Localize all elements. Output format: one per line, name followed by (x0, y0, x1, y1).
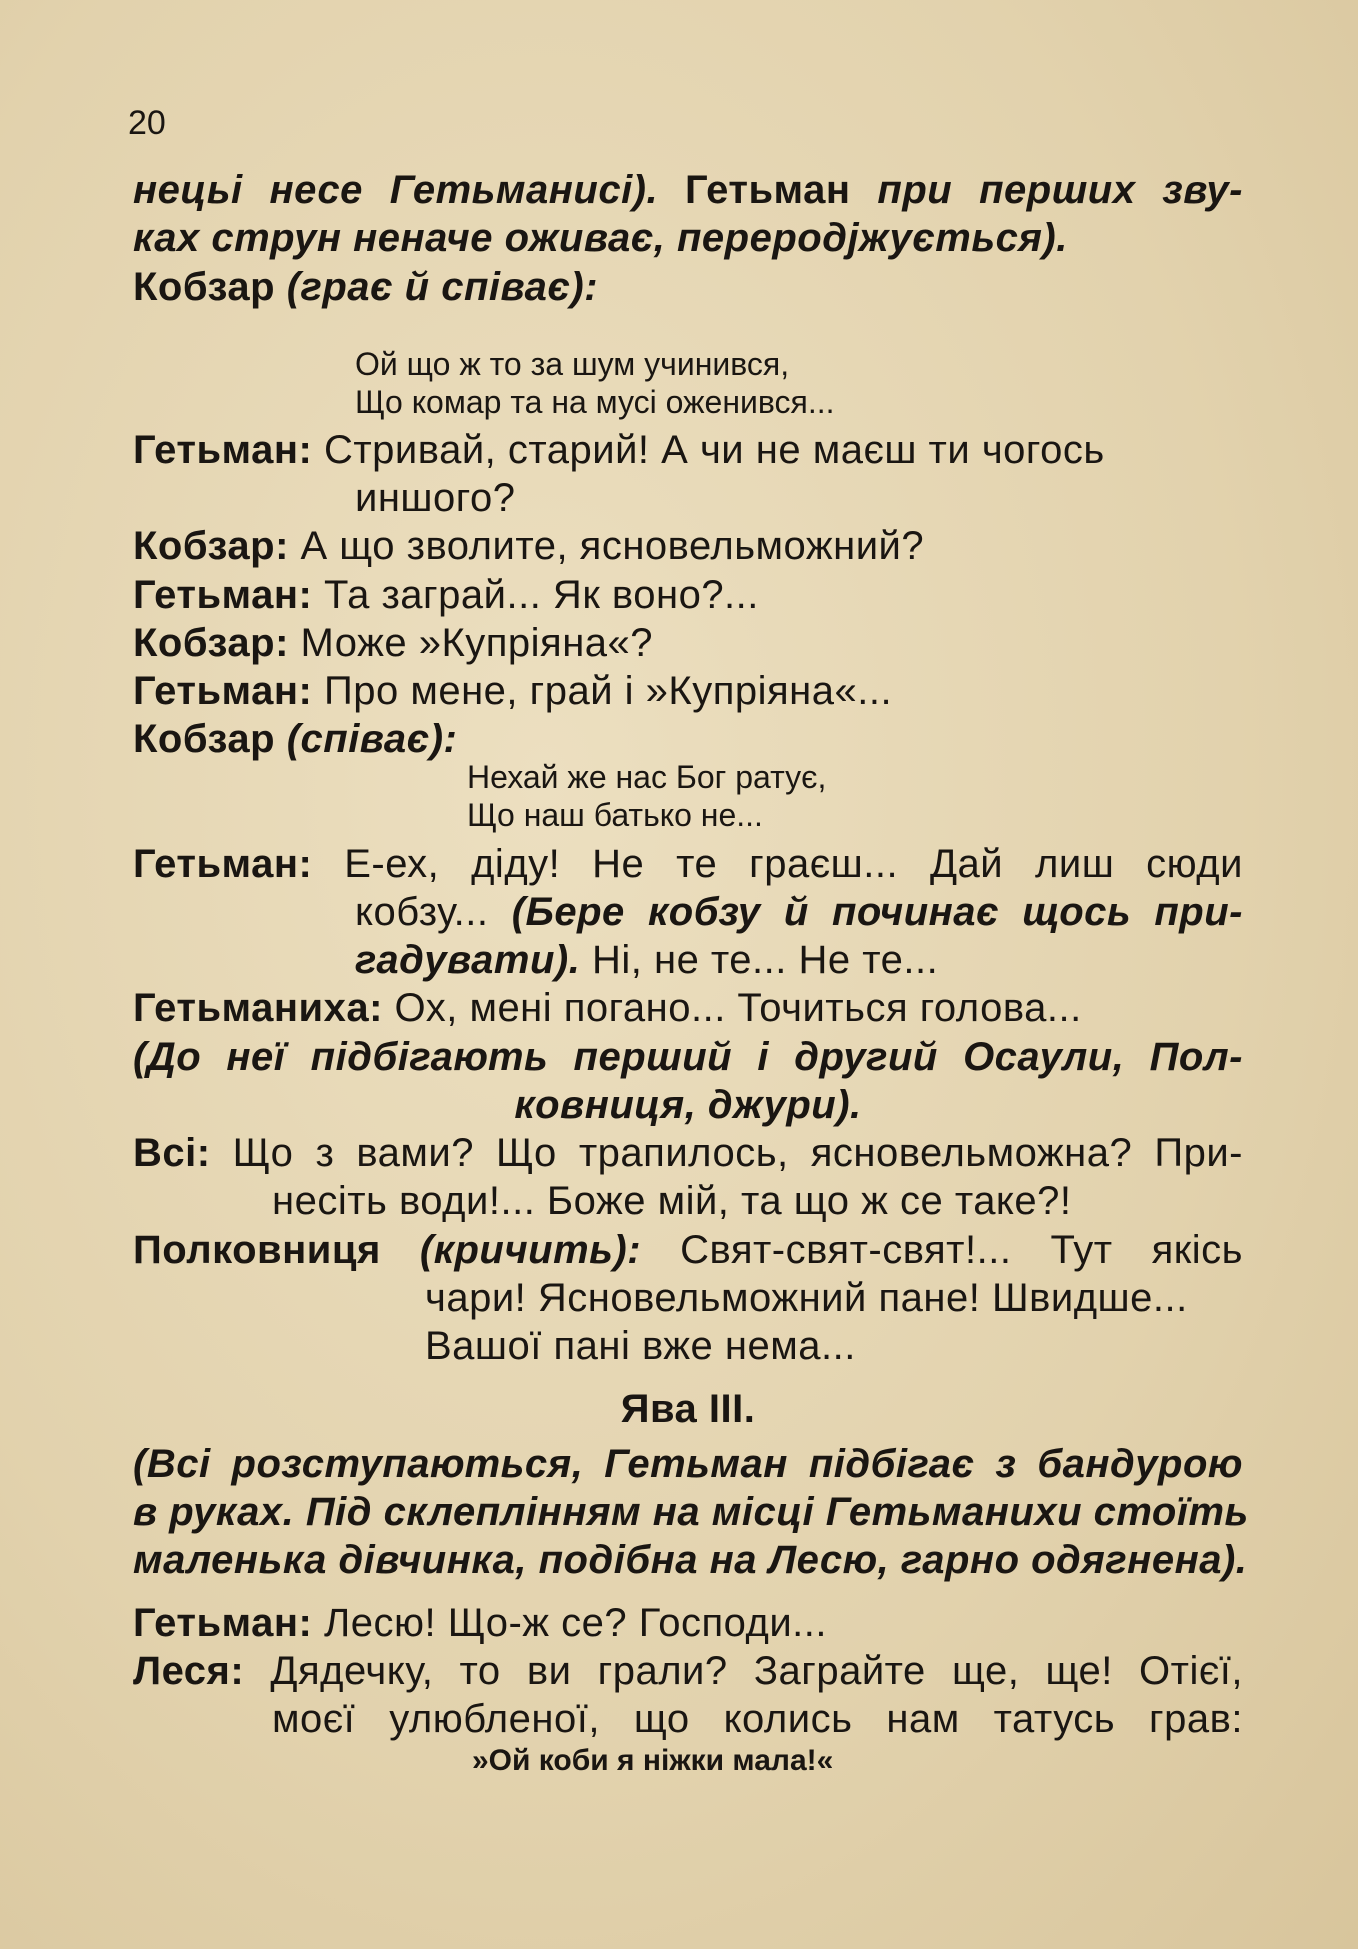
speaker-name: Гетьман: (133, 428, 313, 472)
text-line (133, 214, 1243, 262)
text-line (133, 1081, 1243, 1129)
speaker-name: Полковниця (133, 1228, 381, 1272)
speaker-name: Гетьман (685, 168, 851, 212)
dialogue-text: кобзу... (355, 890, 489, 934)
song-line: Що комар та на мусі оженився... (355, 384, 835, 420)
text-line: несіть води!... Боже мій, та що ж се таке?! (272, 1179, 1072, 1223)
dialogue-text: Стривай, старий! А чи не маєш ти чогось (323, 428, 1105, 472)
dialogue-text: Е-ех, діду! Не те граєш... Дай лиш сюди (344, 842, 1243, 886)
page-number: 20 (128, 104, 166, 142)
speaker-name: Кобзар (133, 265, 276, 309)
text-line (133, 984, 1243, 1032)
stage-direction: ковниця, джури). (514, 1083, 862, 1127)
stage-direction: нецьі несе Гетьманисі). (133, 168, 659, 212)
song-line: Що наш батько не... (467, 797, 763, 833)
dialogue-text: Ні, не те... Не те... (591, 938, 939, 982)
dialogue-text: Дядечку, то ви грали? Заграйте ще, ще! Отієї, (270, 1649, 1243, 1693)
dialogue-text: Та заграй... Як воно?... (323, 573, 759, 617)
speaker-name: Леся: (133, 1649, 245, 1693)
text-line (133, 166, 1243, 214)
dialogue-text: Про мене, грай і »Купріяна«... (323, 669, 893, 713)
stage-direction: при перших зву- (877, 168, 1243, 212)
scene-title: Ява III. (620, 1387, 756, 1431)
speaker-name: Гетьманиха: (133, 986, 383, 1030)
text-line: чари! Ясновельможний пане! Швидше... (425, 1276, 1188, 1320)
stage-direction: в руках. Під склеплінням на місці Гетьманихи стоїть (133, 1490, 1249, 1534)
song-line: Нехай же нас Бог ратує, (467, 759, 827, 795)
stage-direction: (кричить): (419, 1228, 642, 1272)
dialogue-text: Лесю! Що-ж се? Господи... (323, 1601, 828, 1645)
text-line (133, 619, 1243, 667)
text-line (133, 1440, 1243, 1488)
song-line: Ой що ж то за шум учинився, (355, 346, 790, 382)
text-line (133, 715, 1243, 763)
text-line (133, 1488, 1249, 1536)
text-line: моєї улюбленої, що колись нам татусь грав: (272, 1697, 1243, 1741)
text-line (133, 522, 1243, 570)
text-line (133, 1599, 1243, 1647)
text-line (355, 888, 1243, 936)
stage-direction: маленька дівчинка, подібна на Лесю, гарно одягнена). (133, 1538, 1248, 1582)
text-line (133, 1647, 1243, 1695)
text-line (133, 1536, 1248, 1584)
speaker-name: Гетьман: (133, 1601, 313, 1645)
stage-direction: (Всі розступаються, Гетьман підбігає з бандурою (133, 1442, 1243, 1486)
dialogue-text: Може »Купріяна«? (300, 621, 654, 665)
text-line (133, 840, 1243, 888)
text-line: иншого? (355, 476, 516, 520)
stage-direction: ках струн неначе оживає, переродjжується). (133, 216, 1068, 260)
speaker-name: Кобзар (133, 717, 276, 761)
song-line: »Ой коби я ніжки мала!« (472, 1744, 834, 1777)
text-line (133, 1226, 1243, 1274)
text-line: Вашої пані вже нема... (425, 1324, 856, 1368)
stage-direction: (грає й співає): (286, 265, 599, 309)
speaker-name: Всі: (133, 1131, 211, 1175)
stage-direction: гадувати). (355, 938, 581, 982)
stage-direction: (Бере кобзу й починає щось при- (511, 890, 1243, 934)
speaker-name: Гетьман: (133, 669, 313, 713)
stage-direction: (До неї підбігають перший і другий Осаули, Пол- (133, 1035, 1243, 1079)
dialogue-text: А що зволите, ясновельможний? (300, 524, 925, 568)
text-line (133, 1129, 1243, 1177)
stage-direction: (співає): (286, 717, 458, 761)
dialogue-text: Ох, мені погано... Точиться голова... (394, 986, 1082, 1030)
text-line (133, 1033, 1243, 1081)
text-line (355, 936, 1243, 984)
dialogue-text: Що з вами? Що трапилось, ясновельможна? При- (232, 1131, 1243, 1175)
text-line (133, 667, 1243, 715)
speaker-name: Кобзар: (133, 524, 289, 568)
text-line (133, 263, 1243, 311)
speaker-name: Гетьман: (133, 573, 313, 617)
speaker-name: Кобзар: (133, 621, 289, 665)
speaker-name: Гетьман: (133, 842, 313, 886)
text-line (133, 426, 1243, 474)
dialogue-text: Свят-свят-свят!... Тут якісь (680, 1228, 1243, 1272)
text-line (133, 571, 1243, 619)
